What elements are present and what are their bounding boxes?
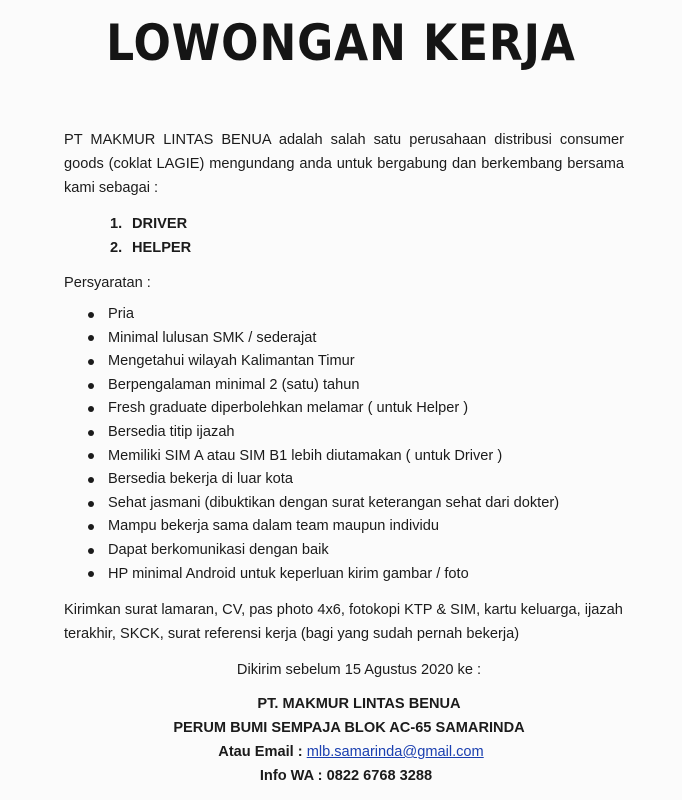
bullet-icon — [88, 335, 94, 341]
bullet-icon — [88, 524, 94, 530]
requirement-item: Mengetahui wilayah Kalimantan Timur — [88, 350, 559, 374]
company-name: PT. MAKMUR LINTAS BENUA — [257, 696, 461, 712]
bullet-icon — [88, 430, 94, 436]
bullet-icon — [88, 571, 94, 577]
requirement-item: Memiliki SIM A atau SIM B1 lebih diutamakan ( untuk Driver ) — [88, 445, 559, 469]
bullet-icon — [88, 383, 94, 389]
bullet-icon — [88, 359, 94, 365]
requirement-item: HP minimal Android untuk keperluan kirim gambar / foto — [88, 563, 559, 587]
documents-paragraph: Kirimkan surat lamaran, CV, pas photo 4x6, fotokopi KTP & SIM, kartu keluarga, ijazah terakhir, SKCK, surat referensi kerja (bagi yang sudah pernah bekerja) — [64, 602, 623, 642]
requirement-item: Minimal lulusan SMK / sederajat — [88, 327, 559, 351]
bullet-icon — [88, 312, 94, 318]
poster-title: LOWONGAN KERJA — [106, 14, 576, 72]
email-line — [0, 740, 682, 764]
bullet-icon — [88, 548, 94, 554]
bullet-icon — [88, 501, 94, 507]
requirement-item: Bersedia titip ijazah — [88, 421, 559, 445]
bullet-icon — [88, 406, 94, 412]
requirement-item: Sehat jasmani (dibuktikan dengan surat keterangan sehat dari dokter) — [88, 492, 559, 516]
role-label: DRIVER — [132, 216, 188, 232]
bullet-icon — [88, 477, 94, 483]
requirements-list — [88, 303, 559, 586]
roles-list — [110, 212, 191, 260]
role-label: HELPER — [132, 240, 192, 256]
company-address: PERUM BUMI SEMPAJA BLOK AC-65 SAMARINDA — [173, 720, 525, 736]
requirement-item: Fresh graduate diperbolehkan melamar ( untuk Helper ) — [88, 397, 559, 421]
requirement-item: Mampu bekerja sama dalam team maupun individu — [88, 515, 559, 539]
requirement-item: Pria — [88, 303, 559, 327]
role-item — [110, 236, 191, 260]
deadline-text: Dikirim sebelum 15 Agustus 2020 ke : — [236, 662, 482, 678]
role-item — [110, 212, 191, 236]
email-link[interactable]: mlb.samarinda@gmail.com — [306, 744, 484, 760]
whatsapp-number: 0822 6768 3288 — [326, 768, 433, 784]
requirement-item: Berpengalaman minimal 2 (satu) tahun — [88, 374, 559, 398]
whatsapp-line — [0, 764, 682, 788]
bullet-icon — [88, 453, 94, 459]
whatsapp-label: Info WA : — [259, 768, 323, 784]
intro-paragraph: PT MAKMUR LINTAS BENUA adalah salah satu perusahaan distribusi consumer goods (coklat LAGIE) mengundang anda untuk bergabung dan berkembang bersama kami sebagai : — [64, 132, 624, 196]
role-number: 1. — [110, 216, 123, 232]
requirement-item: Bersedia bekerja di luar kota — [88, 468, 559, 492]
requirement-item: Dapat berkomunikasi dengan baik — [88, 539, 559, 563]
requirements-heading: Persyaratan : — [64, 275, 151, 291]
role-number: 2. — [110, 240, 123, 256]
email-label: Atau Email : — [218, 744, 303, 760]
